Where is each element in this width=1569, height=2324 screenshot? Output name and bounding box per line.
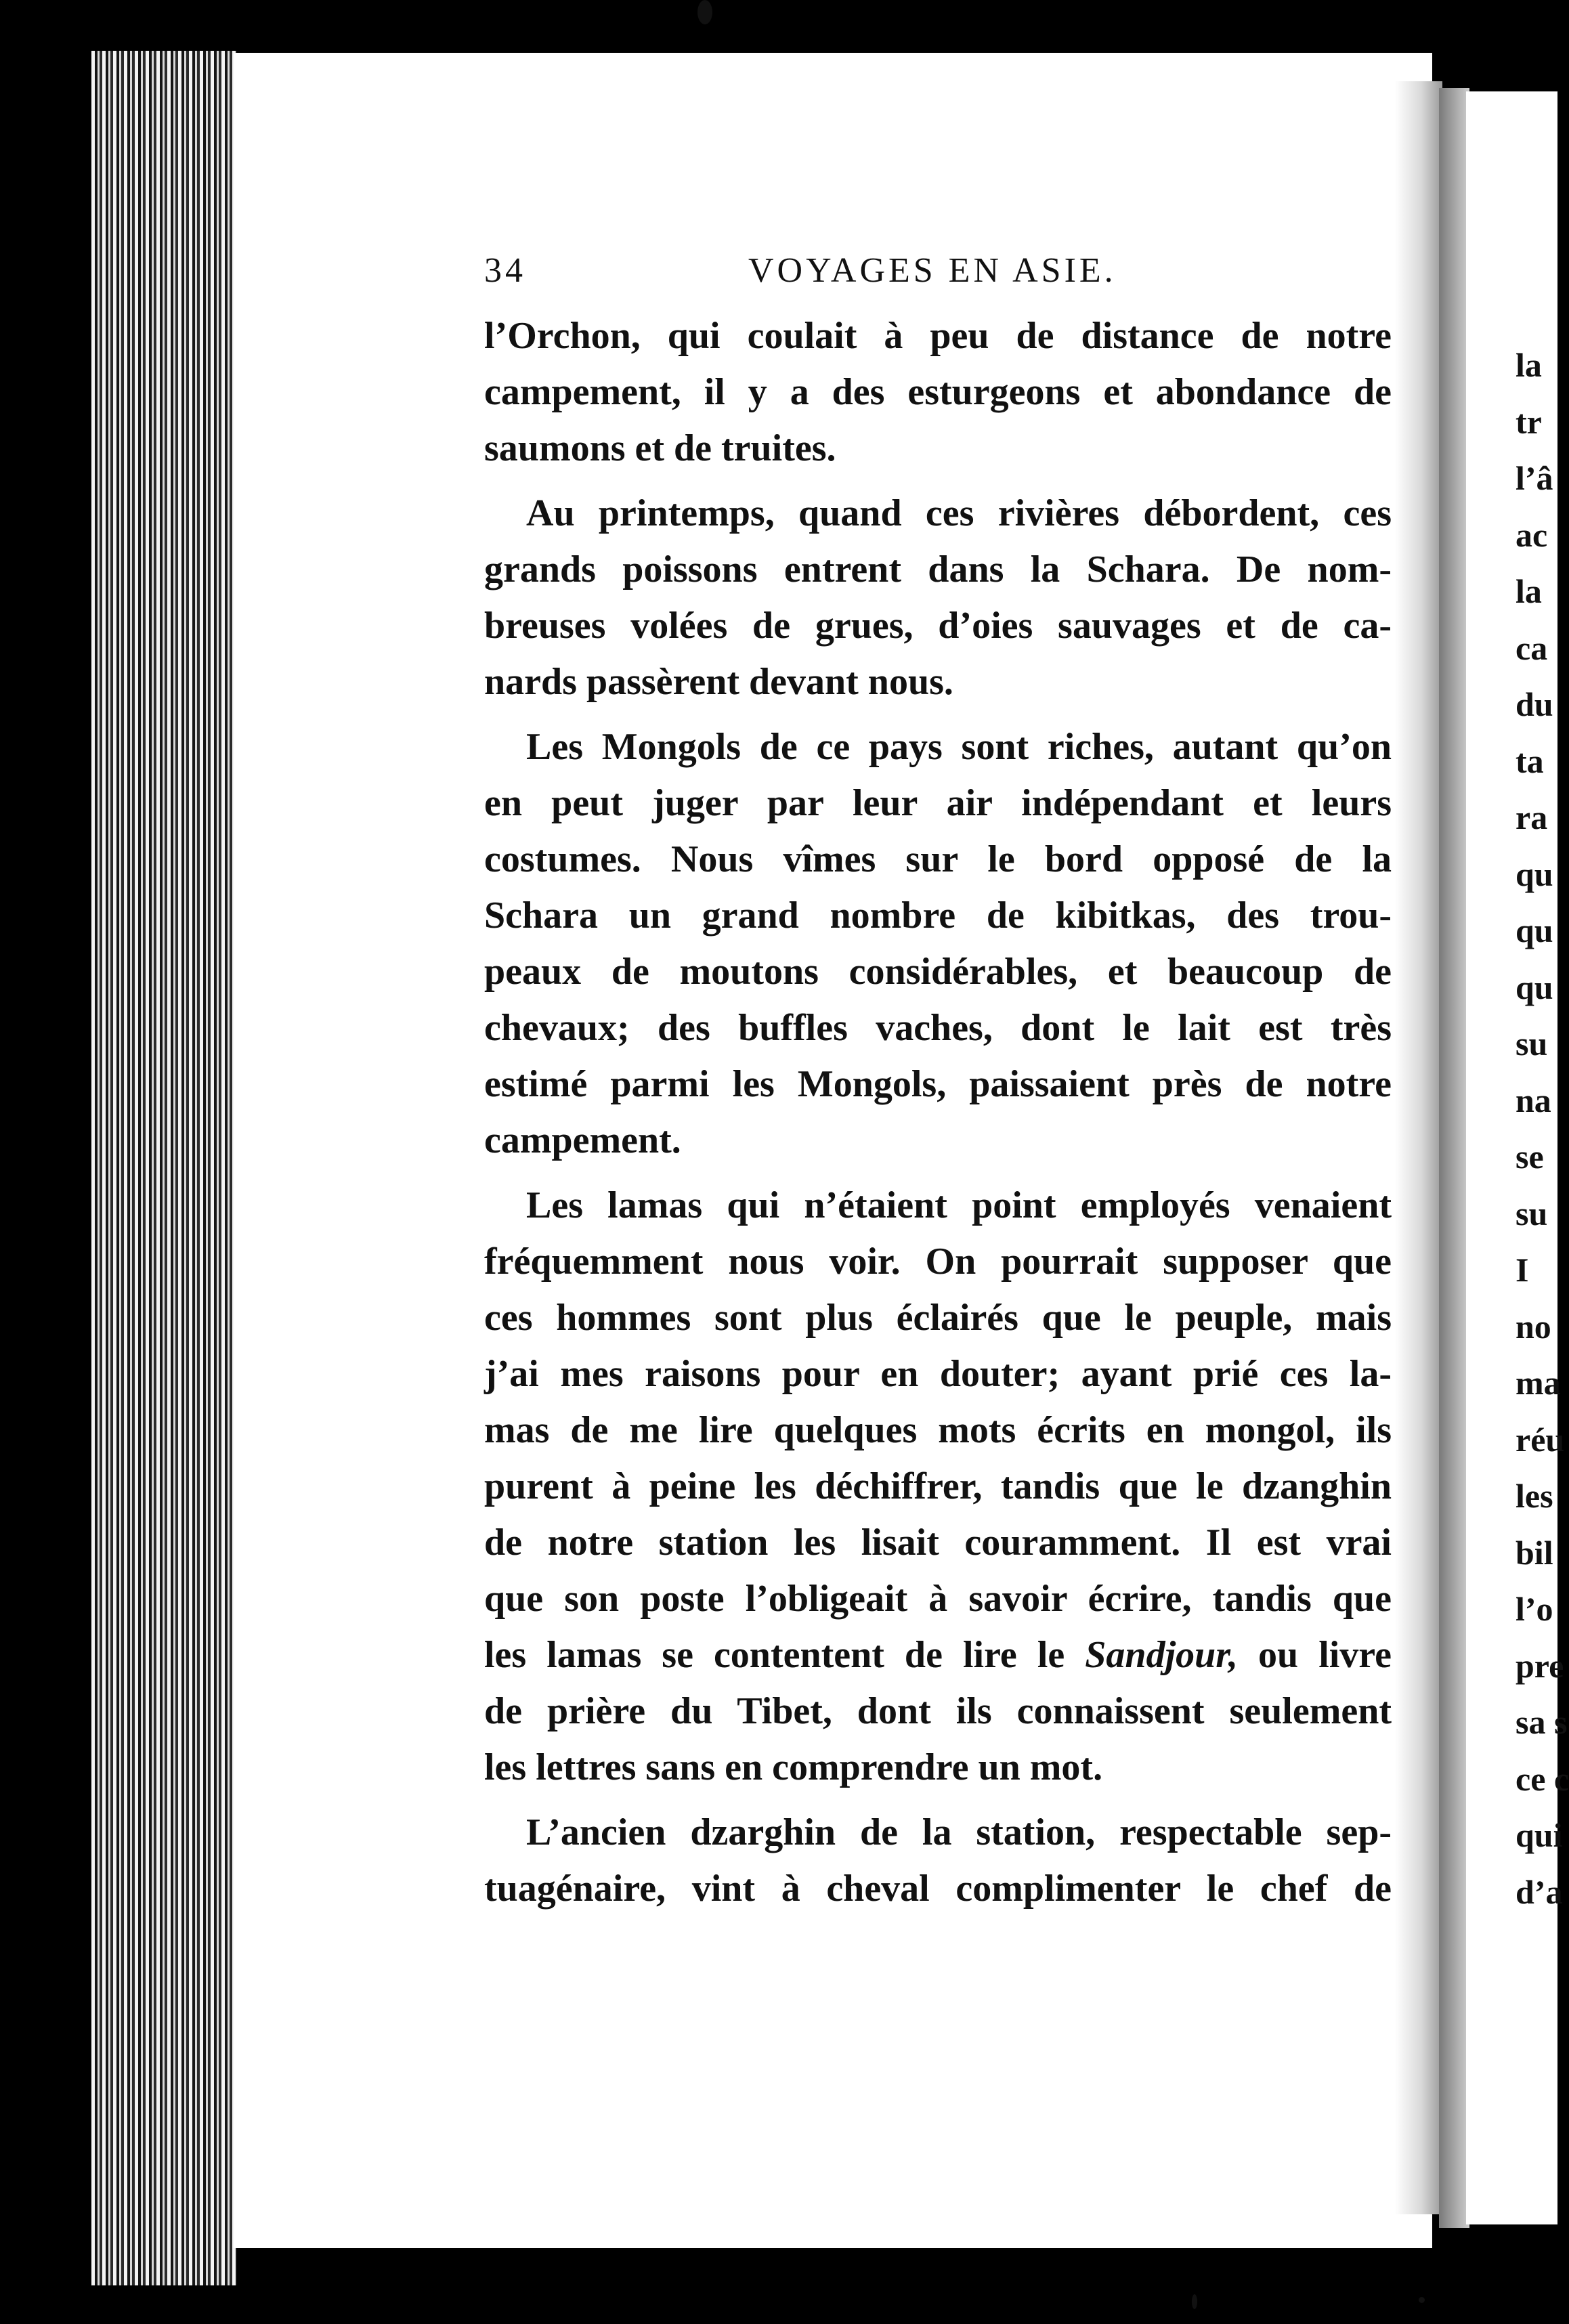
next-page-fragment: du bbox=[1516, 685, 1553, 723]
next-page-fragment: bil bbox=[1516, 1533, 1553, 1572]
text-line: Les lamas qui n’étaient point employés venaient bbox=[526, 1184, 1392, 1226]
text-line: chevaux; des buffles vaches, dont le lait est très bbox=[484, 1007, 1392, 1049]
next-page-fragment: su bbox=[1516, 1194, 1548, 1232]
page-number: 34 bbox=[484, 251, 526, 290]
next-page-fragment: d’a bbox=[1516, 1872, 1563, 1911]
next-page-fragment: pre bbox=[1516, 1646, 1564, 1685]
text-line: Les Mongols de ce pays sont riches, autant qu’on bbox=[526, 726, 1392, 768]
next-page-fragment: se bbox=[1516, 1138, 1544, 1176]
next-page-fragment: les bbox=[1516, 1477, 1553, 1515]
next-page-fragment: ca bbox=[1516, 628, 1548, 667]
text-line: les lettres sans en comprendre un mot. bbox=[484, 1746, 1103, 1788]
text-line: j’ai mes raisons pour en douter; ayant prié ces la- bbox=[484, 1353, 1392, 1395]
text-line: de notre station les lisait couramment. Il est vrai bbox=[484, 1522, 1392, 1564]
next-page-fragment: l’â bbox=[1516, 459, 1553, 497]
next-page-fragment: qui bbox=[1516, 1816, 1563, 1854]
text-line: nards passèrent devant nous. bbox=[484, 661, 953, 703]
text-line-with-italic bbox=[484, 1627, 1392, 1683]
text-line: Schara un grand nombre de kibitkas, des trou- bbox=[484, 895, 1392, 937]
text-line: campement. bbox=[484, 1119, 681, 1161]
text-line: fréquemment nous voir. On pourrait supposer que bbox=[484, 1241, 1392, 1283]
text-line: de prière du Tibet, dont ils connaissent seulement bbox=[484, 1690, 1392, 1732]
next-page-fragment: I bbox=[1516, 1251, 1529, 1289]
text-line: en peut juger par leur air indépendant et leurs bbox=[484, 782, 1392, 824]
scan-speck bbox=[697, 0, 712, 24]
next-page-fragment: la bbox=[1516, 572, 1542, 610]
running-title: VOYAGES EN ASIE. bbox=[748, 251, 1117, 290]
text-line: costumes. Nous vîmes sur le bord opposé de la bbox=[484, 838, 1392, 880]
next-page-fragment: la bbox=[1516, 346, 1542, 384]
text-line: saumons et de truites. bbox=[484, 427, 836, 469]
scan-speck bbox=[1419, 2297, 1425, 2303]
text-line: mas de me lire quelques mots écrits en mongol, ils bbox=[484, 1409, 1392, 1451]
text-line: ces hommes sont plus éclairés que le peuple, mais bbox=[484, 1297, 1392, 1339]
text-line: campement, il y a des esturgeons et abondance de bbox=[484, 371, 1392, 413]
next-page-fragment: tr bbox=[1516, 402, 1542, 441]
next-page-fragment: ta bbox=[1516, 741, 1544, 780]
next-page-fragment: ce c bbox=[1516, 1759, 1569, 1798]
next-page-fragment: ra bbox=[1516, 798, 1548, 836]
text-line: tuagénaire, vint à cheval complimenter le chef de bbox=[484, 1868, 1392, 1910]
next-page-text bbox=[1516, 337, 1569, 1920]
text-line: purent à peine les déchiffrer, tandis que le dzanghin bbox=[484, 1465, 1392, 1507]
text-line: Au printemps, quand ces rivières débordent, ces bbox=[526, 492, 1392, 534]
next-page-fragment: na bbox=[1516, 1081, 1551, 1119]
text-line: peaux de moutons considérables, et beaucoup de bbox=[484, 951, 1392, 993]
scan-speck bbox=[1192, 2294, 1197, 2309]
page-gutter-shadow bbox=[1395, 81, 1442, 2214]
page-body bbox=[484, 308, 1392, 1917]
next-page-fragment: sa s bbox=[1516, 1703, 1568, 1741]
text-line: que son poste l’obligeait à savoir écrire, tandis que bbox=[484, 1578, 1392, 1620]
text-line: L’ancien dzarghin de la station, respectable sep- bbox=[526, 1811, 1392, 1853]
text-line: l’Orchon, qui coulait à peu de distance de notre bbox=[484, 315, 1392, 357]
next-page-fragment: no bbox=[1516, 1307, 1551, 1346]
next-page-fragment: su bbox=[1516, 1025, 1548, 1062]
italic-title: Sandjour, bbox=[1085, 1634, 1238, 1676]
next-page-fragment: réu bbox=[1516, 1420, 1565, 1459]
next-page-gutter bbox=[1439, 88, 1469, 2228]
next-page-fragment: l’o bbox=[1516, 1590, 1553, 1628]
next-page-fragment: qu bbox=[1516, 855, 1553, 893]
next-page-fragment: qu bbox=[1516, 968, 1553, 1006]
text-fragment: ou livre bbox=[1237, 1634, 1392, 1676]
text-line: breuses volées de grues, d’oies sauvages et de ca- bbox=[484, 605, 1392, 647]
text-fragment: les lamas se contentent de lire le bbox=[484, 1634, 1065, 1676]
next-page-fragment: ma bbox=[1516, 1364, 1561, 1402]
book-page-edges bbox=[91, 51, 237, 2285]
text-line: estimé parmi les Mongols, paissaient près de notre bbox=[484, 1063, 1392, 1105]
text-line: grands poissons entrent dans la Schara. De nom- bbox=[484, 548, 1392, 590]
next-page-fragment: ac bbox=[1516, 515, 1548, 554]
running-head bbox=[484, 251, 1392, 291]
next-page-fragment: qu bbox=[1516, 911, 1553, 949]
